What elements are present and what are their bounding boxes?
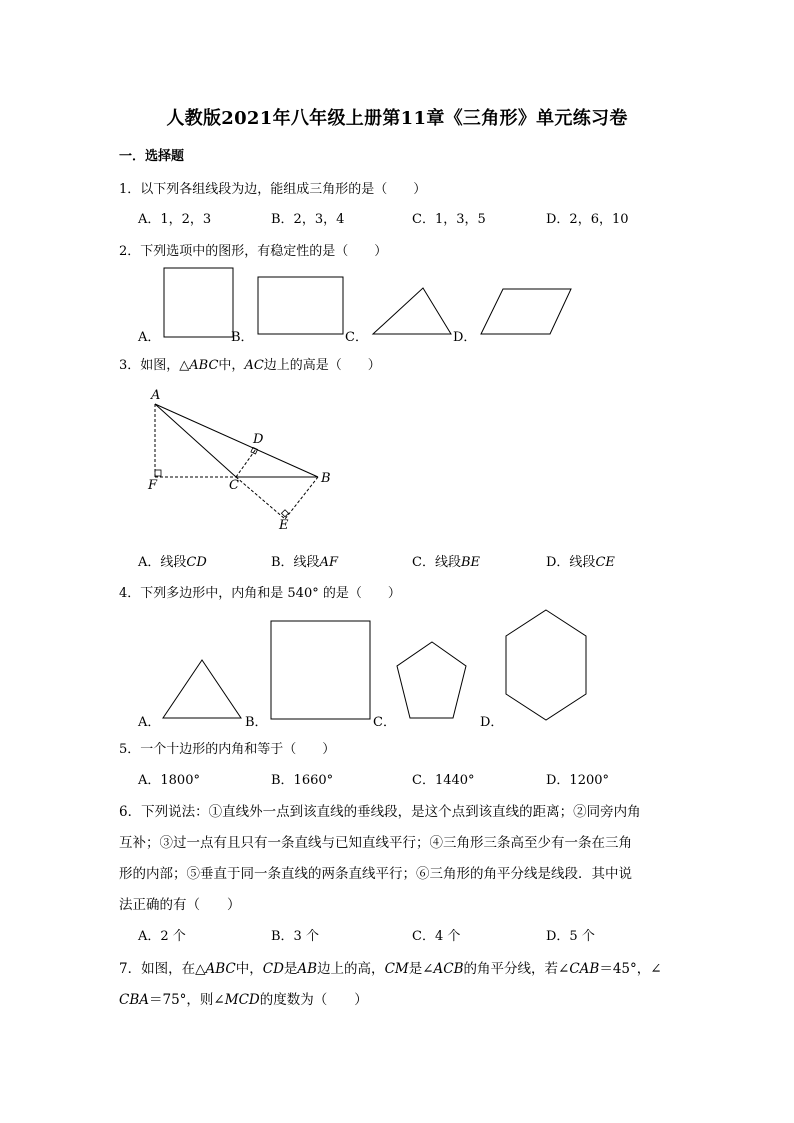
q4-square-shape [271, 621, 370, 719]
q2-option-c[interactable]: C． [345, 330, 368, 345]
q3-option-b[interactable]: B．线段AF [271, 555, 338, 570]
q4-hexagon-shape [506, 610, 586, 720]
q6-stem-line-1: 6．下列说法：①直线外一点到该直线的垂线段，是这个点到该直线的距离；②同旁内角 [119, 804, 641, 820]
q2-option-a[interactable]: A． [138, 330, 161, 345]
q5-stem: 5．一个十边形的内角和等于（ ） [119, 742, 336, 757]
q5-option-b[interactable]: B．1660° [271, 773, 334, 788]
q2-option-b[interactable]: B． [231, 330, 254, 345]
q6-option-a[interactable]: A．2 个 [138, 929, 186, 944]
q7-stem-line-2: CBA＝75°，则∠MCD的度数为（ ） [119, 992, 368, 1008]
q3-label-c: C [229, 478, 239, 493]
q4-stem: 4．下列多边形中，内角和是 540° 的是（ ） [119, 586, 401, 601]
q3-option-d[interactable]: D．线段CE [546, 555, 615, 570]
q1-option-d[interactable]: D．2，6，10 [546, 212, 629, 227]
section-heading: 一．选择题 [119, 149, 185, 164]
q1-stem: 1．以下列各组线段为边，能组成三角形的是（ ） [119, 182, 427, 197]
q7-stem-line-1: 7．如图，在△ABC中，CD是AB边上的高，CM是∠ACB的角平分线，若∠CAB＝45°，∠ [119, 961, 662, 977]
q3-option-a[interactable]: A．线段CD [138, 555, 207, 570]
q6-option-d[interactable]: D．5 个 [546, 929, 595, 944]
q1-option-a[interactable]: A．1，2，3 [138, 212, 212, 227]
q6-stem-line-3: 形的内部；⑤垂直于同一条直线的两条直线平行；⑥三角形的角平分线是线段．其中说 [119, 866, 632, 882]
q3-label-a: A [151, 388, 161, 403]
q3-option-c[interactable]: C．线段BE [412, 555, 480, 570]
q4-option-c[interactable]: C． [373, 715, 396, 730]
q5-option-a[interactable]: A．1800° [138, 773, 200, 788]
q4-pentagon-shape [397, 642, 466, 718]
q3-label-f: F [148, 478, 158, 493]
q2-option-d[interactable]: D． [453, 330, 477, 345]
q5-option-d[interactable]: D．1200° [546, 773, 610, 788]
q4-option-d[interactable]: D． [480, 715, 504, 730]
q4-option-a[interactable]: A． [138, 715, 161, 730]
q6-option-b[interactable]: B．3 个 [271, 929, 319, 944]
q3-label-d: D [253, 432, 264, 447]
q3-stem: 3．如图，△ABC中，AC边上的高是（ ） [119, 358, 381, 373]
q2-stem: 2．下列选项中的图形，有稳定性的是（ ） [119, 244, 388, 259]
q6-option-c[interactable]: C．4 个 [412, 929, 461, 944]
q1-option-b[interactable]: B．2，3，4 [271, 212, 345, 227]
q4-triangle-shape [163, 660, 241, 718]
q3-label-b: B [321, 471, 331, 486]
page-title: 人教版2021年八年级上册第11章《三角形》单元练习卷 [166, 108, 628, 129]
q1-option-c[interactable]: C．1，3，5 [412, 212, 486, 227]
q5-option-c[interactable]: C．1440° [412, 773, 475, 788]
q3-label-e: E [279, 518, 289, 533]
q6-stem-line-4: 法正确的有（ ） [119, 897, 241, 913]
q4-option-b[interactable]: B． [245, 715, 268, 730]
q6-stem-line-2: 互补；③过一点有且只有一条直线与已知直线平行；④三角形三条高至少有一条在三角 [119, 835, 632, 851]
